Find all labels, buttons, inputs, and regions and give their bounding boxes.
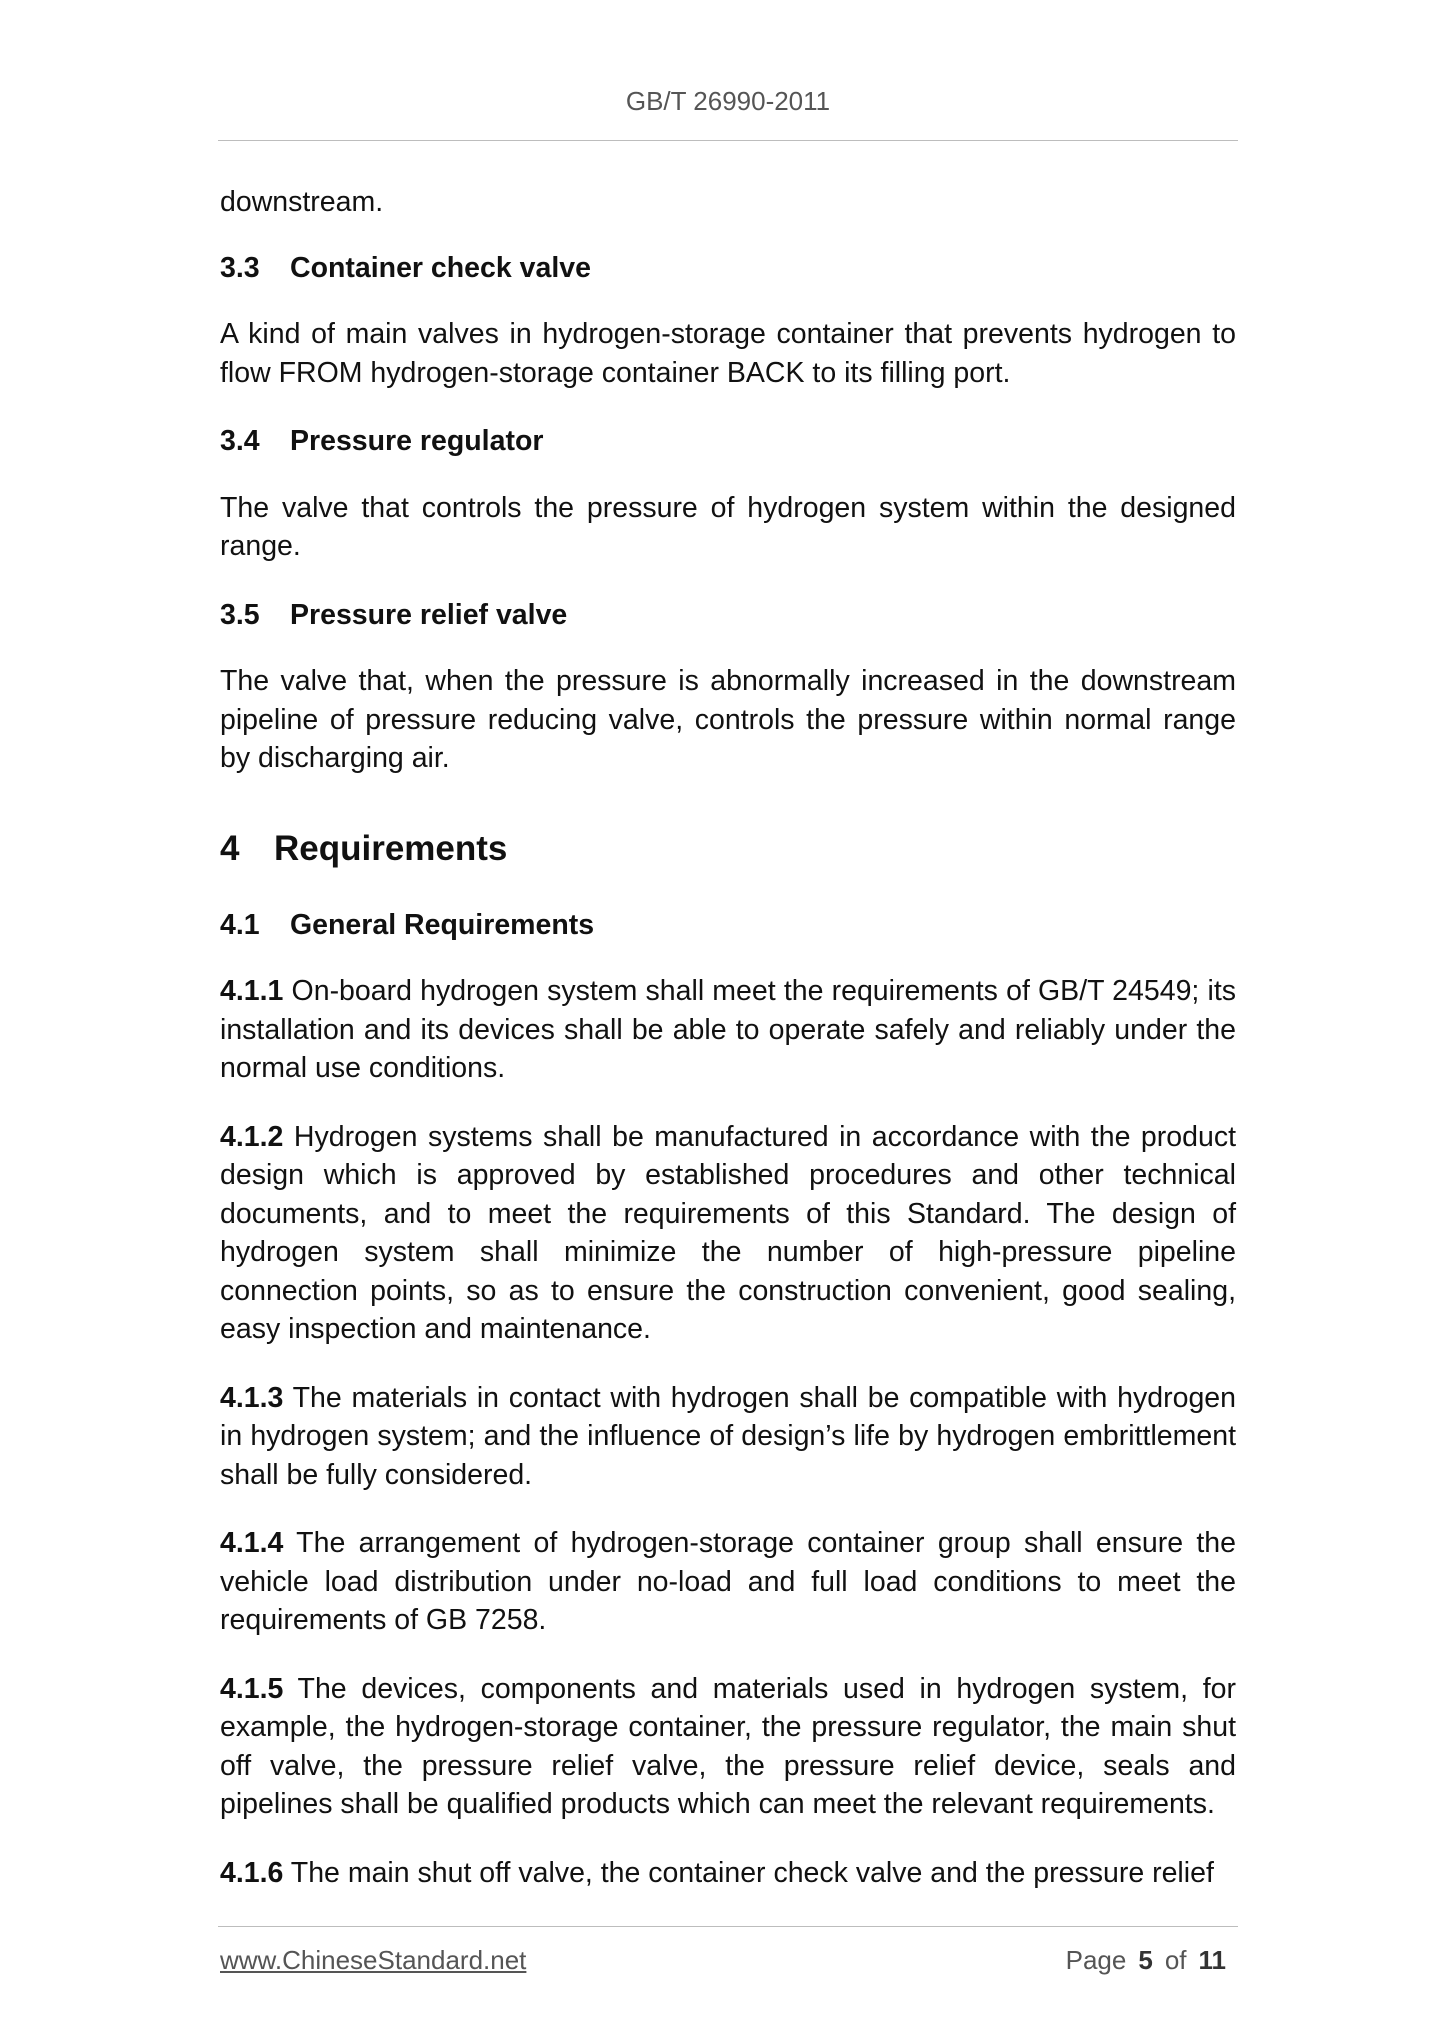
section-title: Pressure relief valve <box>290 598 568 631</box>
clause-number: 4.1.5 <box>220 1672 284 1705</box>
section-heading-4-1 <box>220 906 1236 945</box>
clause-number: 4.1.3 <box>220 1381 284 1414</box>
clause-4-1-1 <box>220 972 1236 1088</box>
clause-number: 4.1.6 <box>220 1856 284 1889</box>
clause-text: The devices, components and materials used in hydrogen system, for example, the hydrogen-storage container, the pressure regulator, the main shut off valve, the pressure relief valve, the pressure relief device, seals and pipelines shall be qualified products which can meet the relevant requirements. <box>220 1672 1236 1820</box>
of-label: of <box>1164 1945 1187 1975</box>
total-pages: 11 <box>1198 1945 1226 1975</box>
website-link[interactable]: www.ChineseStandard.net <box>220 1945 527 1975</box>
clause-text: The arrangement of hydrogen-storage container group shall ensure the vehicle load distribution under no-load and full load conditions to meet the requirements of GB 7258. <box>220 1527 1236 1636</box>
clause-number: 4.1.4 <box>220 1527 284 1559</box>
clause-text: Hydrogen systems shall be manufactured in accordance with the product design which is approved by established procedures and other technical documents, and to meet the requirements of this Standard. The design of hydrogen system shall minimize the number of high-pressure pipeline connection points, so as to ensure the construction convenient, good sealing, easy inspection and maintenance. <box>220 1120 1236 1345</box>
section-title: Container check valve <box>290 251 591 284</box>
paragraph-3-3: A kind of main valves in hydrogen-storage container that prevents hydrogen to flow FROM hydrogen-storage container BACK to its filling port. <box>220 318 1236 389</box>
section-heading-3-5 <box>220 596 1236 635</box>
clause-number: 4.1.1 <box>220 975 284 1007</box>
document-code-header: GB/T 26990-2011 <box>625 86 831 116</box>
clause-4-1-2 <box>220 1118 1236 1349</box>
page-label: Page <box>1065 1945 1127 1975</box>
section-heading-3-3 <box>220 249 1236 288</box>
paragraph-3-4: The valve that controls the pressure of hydrogen system within the designed range. <box>220 491 1236 562</box>
section-number: 3.5 <box>220 598 260 631</box>
section-number: 3.4 <box>220 425 260 457</box>
clause-4-1-5 <box>220 1670 1236 1824</box>
section-title: General Requirements <box>290 908 595 941</box>
paragraph-3-5: The valve that, when the pressure is abnormally increased in the downstream pipeline of pressure reducing valve, controls the pressure within normal range by discharging air. <box>220 665 1236 774</box>
section-heading-3-4 <box>220 422 1236 461</box>
header-divider <box>218 140 1238 141</box>
clause-4-1-3 <box>220 1379 1236 1495</box>
clause-text: The materials in contact with hydrogen shall be compatible with hydrogen in hydrogen system; and the influence of design’s life by hydrogen embrittlement shall be fully considered. <box>220 1381 1236 1491</box>
chapter-heading-4 <box>220 827 1236 871</box>
current-page-number: 5 <box>1138 1945 1153 1975</box>
page-indicator <box>1066 1945 1226 1976</box>
clause-text: The main shut off valve, the container check valve and the pressure relief <box>283 1856 1214 1889</box>
section-number: 4.1 <box>220 908 260 941</box>
chapter-number: 4 <box>220 828 240 868</box>
clause-number: 4.1.2 <box>220 1120 284 1153</box>
chapter-title: Requirements <box>274 828 508 868</box>
document-body <box>220 183 1236 1922</box>
clause-4-1-4 <box>220 1524 1236 1640</box>
clause-text: On-board hydrogen system shall meet the requirements of GB/T 24549; its installation and its devices shall be able to operate safely and reliably under the normal use conditions. <box>220 975 1236 1084</box>
footer-divider <box>218 1926 1238 1927</box>
section-number: 3.3 <box>220 251 260 284</box>
clause-4-1-6 <box>220 1854 1236 1893</box>
continuation-text: downstream. <box>220 186 384 218</box>
section-title: Pressure regulator <box>290 425 544 457</box>
